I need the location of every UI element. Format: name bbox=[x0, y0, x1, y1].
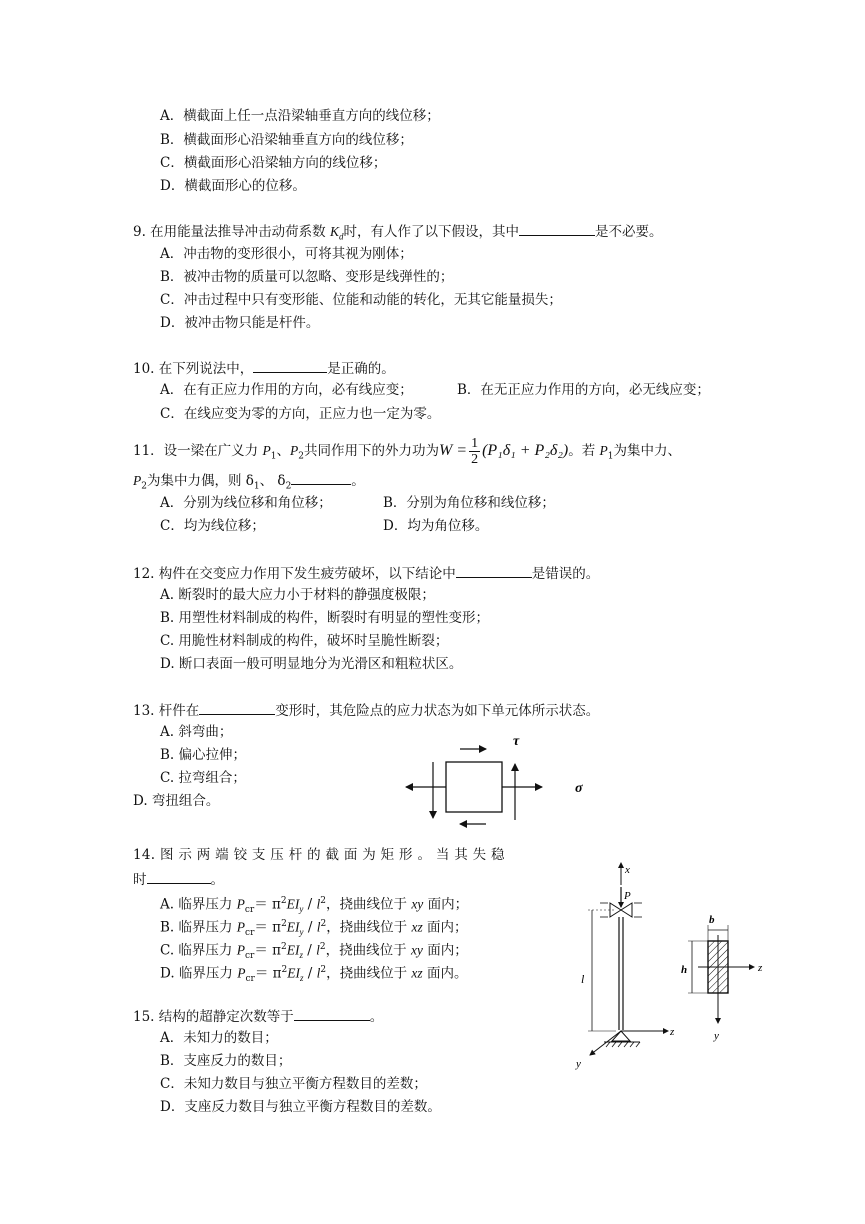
answer-blank[interactable] bbox=[199, 700, 275, 715]
answer-blank[interactable] bbox=[294, 1006, 370, 1021]
i-sub: y bbox=[299, 904, 304, 915]
formula-fraction bbox=[469, 436, 480, 467]
opt-end: 面内。 bbox=[422, 965, 468, 982]
pi-sup: 2 bbox=[281, 942, 287, 952]
l-symbol: l bbox=[316, 919, 321, 935]
p-symbol: P bbox=[236, 896, 245, 912]
q15-stem bbox=[133, 1006, 383, 1026]
p-symbol: P bbox=[236, 919, 246, 935]
pi-sup: 2 bbox=[280, 896, 287, 906]
q15-stem-text-a: 15. 结构的超静定次数等于 bbox=[133, 1009, 294, 1025]
q11-stem-text-b: 共同作用下的外力功为 bbox=[303, 443, 439, 459]
tau-label: τ bbox=[513, 734, 520, 749]
q15-option-c: C．未知力数目与独立平衡方程数目的差数； bbox=[160, 1076, 427, 1092]
q10-stem-text-b: 是正确的。 bbox=[327, 361, 395, 377]
q11-stem-line2 bbox=[133, 470, 365, 496]
q11-stem-line1 bbox=[133, 434, 681, 474]
q11-stem-text-g: 。 bbox=[351, 473, 365, 489]
opt-end: 面内； bbox=[423, 896, 469, 913]
q15-option-d: D．支座反力数目与独立平衡方程数目的差数。 bbox=[160, 1099, 441, 1115]
section-y-label: y bbox=[714, 1030, 719, 1042]
i-sub: z bbox=[299, 973, 304, 984]
y-axis-label: y bbox=[576, 1058, 581, 1070]
opt-prefix: A. 临界压力 bbox=[160, 896, 237, 913]
z-axis-label: z bbox=[670, 1026, 675, 1038]
stress-element-figure bbox=[400, 728, 610, 833]
opt-suffix: ，挠曲线位于 bbox=[326, 896, 412, 913]
ei-symbol: EI bbox=[286, 942, 300, 958]
p-sub: cr bbox=[245, 928, 255, 939]
eq-pi: ＝ π bbox=[254, 942, 281, 959]
q14-stem-line1: 14. 图 示 两 端 铰 支 压 杆 的 截 面 为 矩 形 。 当 其 失 稳 bbox=[133, 847, 505, 863]
q11-sep: 、 bbox=[276, 443, 290, 459]
l-sup: 2 bbox=[320, 919, 327, 929]
p-sub: cr bbox=[245, 974, 255, 985]
sigma-label: σ bbox=[575, 781, 583, 796]
q14-option-d bbox=[160, 961, 467, 988]
formula-body: (P₁δ₁ + P₂δ₂) bbox=[482, 442, 569, 459]
opt-end: 面内； bbox=[422, 942, 468, 959]
q9-option-d: D．被冲击物只能是杆件。 bbox=[160, 315, 320, 331]
q8-option-a: A．横截面上任一点沿梁轴垂直方向的线位移； bbox=[160, 108, 440, 124]
section-z-label: z bbox=[758, 962, 763, 974]
q9-option-b: B．被冲击物的质量可以忽略、变形是线弹性的； bbox=[160, 269, 454, 285]
fraction-numerator: 1 bbox=[471, 435, 479, 451]
q15-option-a: A．未知力的数目； bbox=[160, 1030, 278, 1046]
ei-symbol: EI bbox=[286, 896, 300, 912]
plane: xy bbox=[410, 942, 423, 958]
q11-option-c: C．均为线位移； bbox=[160, 518, 265, 534]
q9-kd: K bbox=[329, 224, 339, 239]
q10-stem bbox=[133, 358, 395, 378]
i-sub: y bbox=[299, 927, 304, 938]
q12-option-a: A. 断裂时的最大应力小于材料的静强度极限； bbox=[160, 587, 435, 603]
q11-p1-sub: 1 bbox=[270, 451, 277, 462]
q12-option-d: D. 断口表面一般可明显地分为光滑区和粗粒状区。 bbox=[160, 656, 463, 672]
length-label: l bbox=[581, 972, 585, 986]
q8-option-c: C．横截面形心沿梁轴方向的线位移； bbox=[160, 155, 387, 171]
formula-w: W = bbox=[438, 442, 468, 459]
q12-stem-text-b: 是错误的。 bbox=[531, 566, 600, 582]
q11-p1: P bbox=[262, 443, 271, 458]
q11-p2: P bbox=[289, 443, 299, 458]
opt-prefix: D. 临界压力 bbox=[160, 965, 238, 982]
q14-stem-text-b: 。 bbox=[210, 872, 224, 888]
opt-suffix: ，挠曲线位于 bbox=[326, 965, 412, 982]
work-formula bbox=[438, 435, 569, 467]
q13-stem-text-b: 变形时，其危险点的应力状态为如下单元体所示状态。 bbox=[275, 703, 600, 719]
q11-p2b-sub: 2 bbox=[141, 481, 147, 492]
q9-option-a: A．冲击物的变形很小，可将其视为刚体； bbox=[160, 246, 413, 262]
q9-kd-sub: d bbox=[338, 231, 344, 242]
q14-stem-text-a: 时 bbox=[133, 872, 147, 888]
l-symbol: l bbox=[316, 896, 321, 912]
l-symbol: l bbox=[316, 965, 321, 981]
q11-option-a: A．分别为线位移和角位移； bbox=[160, 495, 332, 511]
q13-stem-text-a: 13. 杆件在 bbox=[133, 703, 200, 719]
plane: xz bbox=[411, 919, 423, 935]
q10-option-a: A．在有正应力作用的方向，必有线应变； bbox=[160, 382, 413, 398]
q13-option-c: C. 拉弯组合； bbox=[160, 770, 246, 786]
slash: / bbox=[303, 919, 317, 936]
eq-pi: ＝ π bbox=[254, 965, 282, 982]
opt-end: 面内； bbox=[422, 919, 468, 936]
y-axis-arrow bbox=[590, 1031, 621, 1055]
q15-stem-text-b: 。 bbox=[369, 1009, 384, 1025]
column-figure bbox=[560, 855, 780, 1070]
q9-stem-text-c: 是不必要。 bbox=[594, 224, 663, 240]
q8-option-b: B．横截面形心沿梁轴垂直方向的线位移； bbox=[160, 132, 413, 148]
q11-p1b: P bbox=[599, 443, 608, 458]
q15-option-b: B．支座反力的数目； bbox=[160, 1053, 292, 1069]
q12-stem-text-a: 12. 构件在交变应力作用下发生疲劳破坏，以下结论中 bbox=[133, 566, 456, 582]
q12-option-c: C. 用脆性材料制成的构件，破坏时呈脆性断裂； bbox=[160, 633, 449, 649]
ei-symbol: EI bbox=[287, 965, 300, 981]
plane: xz bbox=[411, 965, 423, 981]
answer-blank[interactable] bbox=[456, 563, 532, 578]
q11-stem-text-c: 。若 bbox=[568, 443, 600, 459]
l-sup: 2 bbox=[319, 942, 326, 952]
h-label: h bbox=[681, 964, 688, 976]
q9-stem bbox=[133, 221, 662, 246]
fraction-denominator: 2 bbox=[471, 451, 479, 467]
x-axis-label: x bbox=[625, 864, 630, 876]
slash: / bbox=[303, 896, 317, 913]
q13-option-b: B. 偏心拉伸； bbox=[160, 747, 247, 763]
p-symbol: P bbox=[236, 942, 245, 958]
opt-prefix: B. 临界压力 bbox=[160, 919, 237, 936]
q13-stem bbox=[133, 700, 599, 720]
top-pin-left bbox=[610, 903, 621, 917]
answer-blank[interactable] bbox=[147, 869, 211, 884]
l-sup: 2 bbox=[320, 896, 327, 906]
q12-stem bbox=[133, 563, 599, 583]
opt-prefix: C. 临界压力 bbox=[160, 942, 237, 959]
q9-option-c: C．冲击过程中只有变形能、位能和动能的转化，无其它能量损失； bbox=[160, 292, 562, 308]
q11-p1b-sub: 1 bbox=[607, 451, 614, 462]
eq-pi: ＝ π bbox=[254, 896, 281, 913]
q14-stem-line2 bbox=[133, 869, 224, 889]
q10-option-c: C．在线应变为零的方向，正应力也一定为零。 bbox=[160, 406, 441, 422]
q11-option-b: B．分别为角位移和线位移； bbox=[383, 495, 555, 511]
pi-sup: 2 bbox=[281, 965, 288, 975]
q10-option-b: B．在无正应力作用的方向，必无线应变； bbox=[457, 382, 710, 398]
l-sup: 2 bbox=[320, 965, 327, 975]
load-label: P bbox=[624, 890, 631, 902]
q10-stem-text-a: 10. 在下列说法中， bbox=[133, 361, 254, 377]
q9-stem-text-b: 时，有人作了以下假设，其中 bbox=[343, 224, 519, 240]
q11-p2b: P bbox=[133, 473, 142, 488]
opt-suffix: ，挠曲线位于 bbox=[325, 942, 411, 959]
q11-stem-text-d: 为集中力、 bbox=[613, 443, 681, 459]
q8-option-d: D．横截面形心的位移。 bbox=[160, 178, 306, 194]
q11-d2-sub: 2 bbox=[285, 481, 292, 492]
q11-stem-text-e: 为集中力偶，则 δ bbox=[146, 473, 254, 489]
element-square bbox=[446, 762, 502, 812]
l-symbol: l bbox=[316, 942, 320, 958]
answer-blank[interactable] bbox=[519, 221, 595, 236]
answer-blank[interactable] bbox=[253, 358, 327, 373]
ei-symbol: EI bbox=[286, 919, 300, 935]
q9-stem-text-a: 9. 在用能量法推导冲击动荷系数 bbox=[133, 224, 330, 240]
q11-d1-sub: 1 bbox=[253, 481, 260, 492]
b-label: b bbox=[709, 914, 715, 926]
q13-option-a: A. 斜弯曲； bbox=[160, 724, 233, 740]
i-sub: z bbox=[299, 950, 303, 961]
ground-hatch bbox=[606, 1042, 640, 1047]
p-sub: cr bbox=[244, 905, 255, 916]
answer-blank[interactable] bbox=[291, 470, 351, 485]
q11-stem-text-f: 、 δ bbox=[259, 473, 286, 489]
top-pin-right bbox=[621, 903, 632, 917]
p-symbol: P bbox=[237, 965, 246, 981]
q12-option-b: B. 用塑性材料制成的构件，断裂时有明显的塑性变形； bbox=[160, 610, 490, 626]
opt-suffix: ，挠曲线位于 bbox=[326, 919, 412, 936]
q11-stem-text-a: 11．设一梁在广义力 bbox=[133, 443, 263, 459]
q11-option-d: D．均为角位移。 bbox=[383, 518, 489, 534]
q13-option-d: D. 弯扭组合。 bbox=[133, 793, 220, 809]
eq-pi: ＝ π bbox=[254, 919, 282, 936]
pi-sup: 2 bbox=[281, 919, 287, 929]
q11-p2-sub: 2 bbox=[298, 451, 304, 462]
plane: xy bbox=[411, 896, 424, 912]
p-sub: cr bbox=[244, 951, 255, 962]
slash: / bbox=[303, 942, 317, 959]
slash: / bbox=[303, 965, 317, 982]
